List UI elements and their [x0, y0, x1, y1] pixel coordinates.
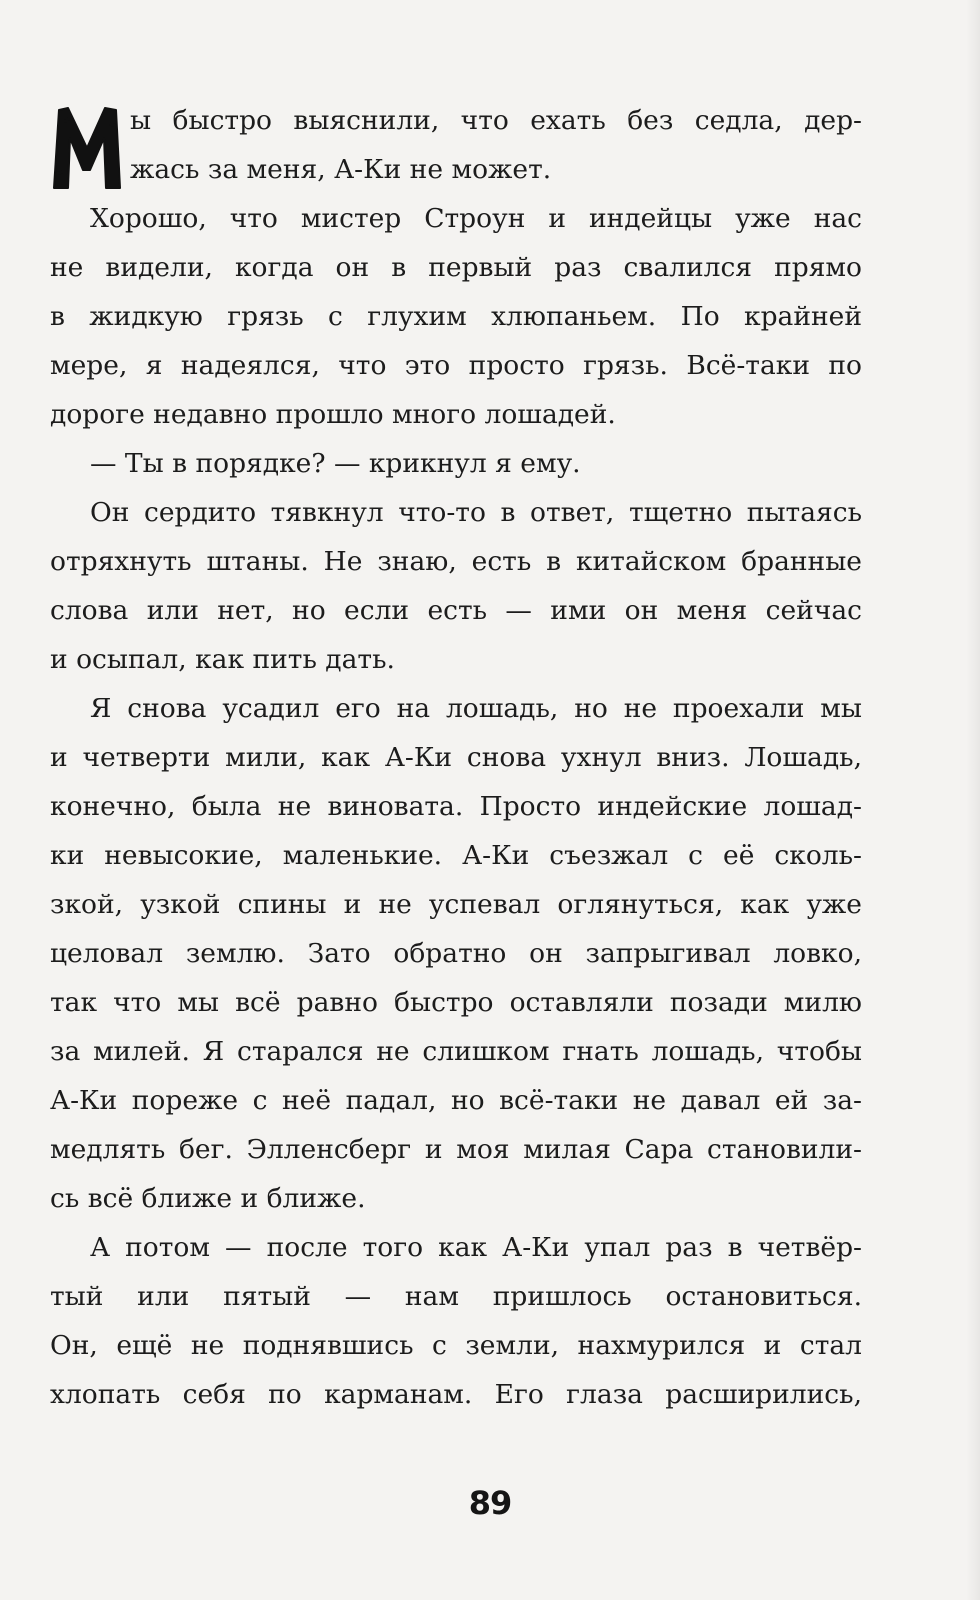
text-line: сь всё ближе и ближе.: [50, 1183, 366, 1214]
text-line: ы быстро выяснили, что ехать без седла, дер-: [130, 105, 862, 136]
text-line: Я снова усадил его на лошадь, но не проехали мы: [90, 693, 862, 724]
text-line: Он, ещё не поднявшись с земли, нахмурился и стал: [50, 1330, 862, 1361]
text-line: Он сердито тявкнул что-то в ответ, тщетно пытаясь: [90, 497, 862, 528]
text-line: А потом — после того как А-Ки упал раз в четвёр-: [90, 1232, 862, 1263]
text-line: слова или нет, но если есть — ими он меня сейчас: [50, 595, 862, 626]
text-line: — Ты в порядке? — крикнул я ему.: [90, 448, 581, 479]
text-line: дороге недавно прошло много лошадей.: [50, 399, 616, 430]
text-line: за милей. Я старался не слишком гнать лошадь, чтобы: [50, 1036, 862, 1067]
text-line: ки невысокие, маленькие. А-Ки съезжал с её сколь-: [50, 840, 862, 871]
body-text: [50, 96, 862, 1419]
page-edge-shadow: [966, 0, 980, 1600]
page-number: 89: [468, 1484, 512, 1522]
text-line: не видели, когда он в первый раз свалился прямо: [50, 252, 862, 283]
text-line: отряхнуть штаны. Не знаю, есть в китайском бранные: [50, 546, 862, 577]
text-line: медлять бег. Элленсберг и моя милая Сара становили-: [50, 1134, 862, 1165]
text-line: жась за меня, А-Ки не может.: [130, 154, 552, 185]
text-line: Хорошо, что мистер Строун и индейцы уже нас: [90, 203, 862, 234]
text-line: тый или пятый — нам пришлось остановиться.: [50, 1281, 862, 1312]
text-line: и осыпал, как пить дать.: [50, 644, 395, 675]
text-line: в жидкую грязь с глухим хлюпаньем. По крайней: [50, 301, 862, 332]
text-line: А-Ки пореже с неё падал, но всё-таки не давал ей за-: [50, 1085, 862, 1116]
text-line: мере, я надеялся, что это просто грязь. Всё-таки по: [50, 350, 862, 381]
text-line: хлопать себя по карманам. Его глаза расширились,: [50, 1379, 862, 1410]
text-line: и четверти мили, как А-Ки снова ухнул вниз. Лошадь,: [50, 742, 862, 773]
text-line: зкой, узкой спины и не успевал оглянуться, как уже: [50, 889, 862, 920]
text-line: конечно, была не виновата. Просто индейские лошад-: [50, 791, 862, 822]
text-line: так что мы всё равно быстро оставляли позади милю: [50, 987, 862, 1018]
text-line: целовал землю. Зато обратно он запрыгивал ловко,: [50, 938, 862, 969]
